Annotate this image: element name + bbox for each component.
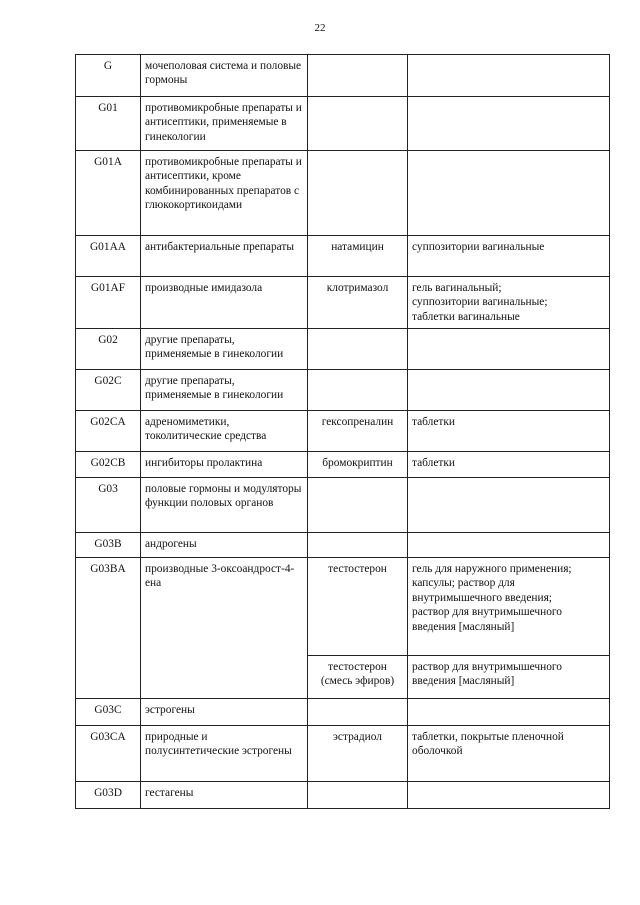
dosage-form-cell: суппозитории вагинальные — [408, 236, 610, 277]
table-row — [76, 151, 610, 236]
dosage-form-cell: гель вагинальный; суппозитории вагинальные; таблетки вагинальные — [408, 277, 610, 329]
drug-name-cell: натамицин — [308, 236, 408, 277]
drug-name-cell — [308, 699, 408, 726]
group-name-cell: другие препараты, применяемые в гинекологии — [141, 370, 308, 411]
dosage-form-cell — [408, 478, 610, 533]
atc-code-cell: G03 — [76, 478, 141, 533]
atc-code-cell: G01 — [76, 97, 141, 151]
atc-code-cell: G — [76, 55, 141, 97]
drug-name-cell — [308, 782, 408, 809]
drug-name-cell: клотримазол — [308, 277, 408, 329]
dosage-form-cell: таблетки — [408, 452, 610, 478]
table-row — [76, 452, 610, 478]
table-row — [76, 277, 610, 329]
atc-drug-table — [75, 54, 610, 809]
dosage-form-cell: таблетки — [408, 411, 610, 452]
group-name-cell: производные имидазола — [141, 277, 308, 329]
group-name-cell: противомикробные препараты и антисептики, применяемые в гинекологии — [141, 97, 308, 151]
group-name-cell: противомикробные препараты и антисептики, кроме комбинированных препаратов с глюкокортикоидами — [141, 151, 308, 236]
drug-name-cell: эстрадиол — [308, 726, 408, 782]
group-name-cell: антибактериальные препараты — [141, 236, 308, 277]
dosage-form-cell — [408, 370, 610, 411]
dosage-form-cell — [408, 151, 610, 236]
drug-name-cell — [308, 478, 408, 533]
atc-code-cell: G03CA — [76, 726, 141, 782]
table-row — [76, 726, 610, 782]
page-number: 22 — [314, 22, 326, 34]
table-row — [76, 411, 610, 452]
group-name-cell: андрогены — [141, 533, 308, 558]
group-name-cell: производные 3-оксоандрост-4-ена — [141, 558, 308, 699]
table-row — [76, 55, 610, 97]
atc-code-cell: G03D — [76, 782, 141, 809]
group-name-cell: мочеполовая система и половые гормоны — [141, 55, 308, 97]
dosage-form-cell — [408, 699, 610, 726]
dosage-form-cell: раствор для внутримышечного введения [масляный] — [408, 656, 610, 699]
drug-name-cell: тестостерон (смесь эфиров) — [308, 656, 408, 699]
drug-name-cell: бромокриптин — [308, 452, 408, 478]
group-name-cell: ингибиторы пролактина — [141, 452, 308, 478]
drug-name-cell — [308, 533, 408, 558]
drug-name-cell — [308, 97, 408, 151]
table-row — [76, 558, 610, 656]
dosage-form-cell: гель для наружного применения; капсулы; раствор для внутримышечного введения; раствор для внутримышечного введения [масляный] — [408, 558, 610, 656]
dosage-form-cell — [408, 533, 610, 558]
atc-code-cell: G03BA — [76, 558, 141, 699]
group-name-cell: природные и полусинтетические эстрогены — [141, 726, 308, 782]
drug-name-cell — [308, 55, 408, 97]
group-name-cell: другие препараты, применяемые в гинекологии — [141, 329, 308, 370]
drug-name-cell — [308, 151, 408, 236]
table-row — [76, 97, 610, 151]
atc-code-cell: G03B — [76, 533, 141, 558]
drug-name-cell — [308, 329, 408, 370]
table-row — [76, 533, 610, 558]
drug-name-cell: тестостерон — [308, 558, 408, 656]
group-name-cell: гестагены — [141, 782, 308, 809]
table-row — [76, 329, 610, 370]
atc-code-cell: G02CA — [76, 411, 141, 452]
atc-code-cell: G01A — [76, 151, 141, 236]
dosage-form-cell — [408, 782, 610, 809]
dosage-form-cell — [408, 329, 610, 370]
atc-code-cell: G02 — [76, 329, 141, 370]
table-row — [76, 236, 610, 277]
atc-code-cell: G01AA — [76, 236, 141, 277]
atc-code-cell: G02CB — [76, 452, 141, 478]
table-row — [76, 782, 610, 809]
atc-code-cell: G01AF — [76, 277, 141, 329]
table-row — [76, 370, 610, 411]
table-row — [76, 699, 610, 726]
group-name-cell: эстрогены — [141, 699, 308, 726]
drug-name-cell: гексопреналин — [308, 411, 408, 452]
group-name-cell: адреномиметики, токолитические средства — [141, 411, 308, 452]
table-row — [76, 478, 610, 533]
atc-code-cell: G03C — [76, 699, 141, 726]
drug-name-cell — [308, 370, 408, 411]
group-name-cell: половые гормоны и модуляторы функции половых органов — [141, 478, 308, 533]
dosage-form-cell — [408, 55, 610, 97]
dosage-form-cell — [408, 97, 610, 151]
atc-code-cell: G02C — [76, 370, 141, 411]
dosage-form-cell: таблетки, покрытые пленочной оболочкой — [408, 726, 610, 782]
